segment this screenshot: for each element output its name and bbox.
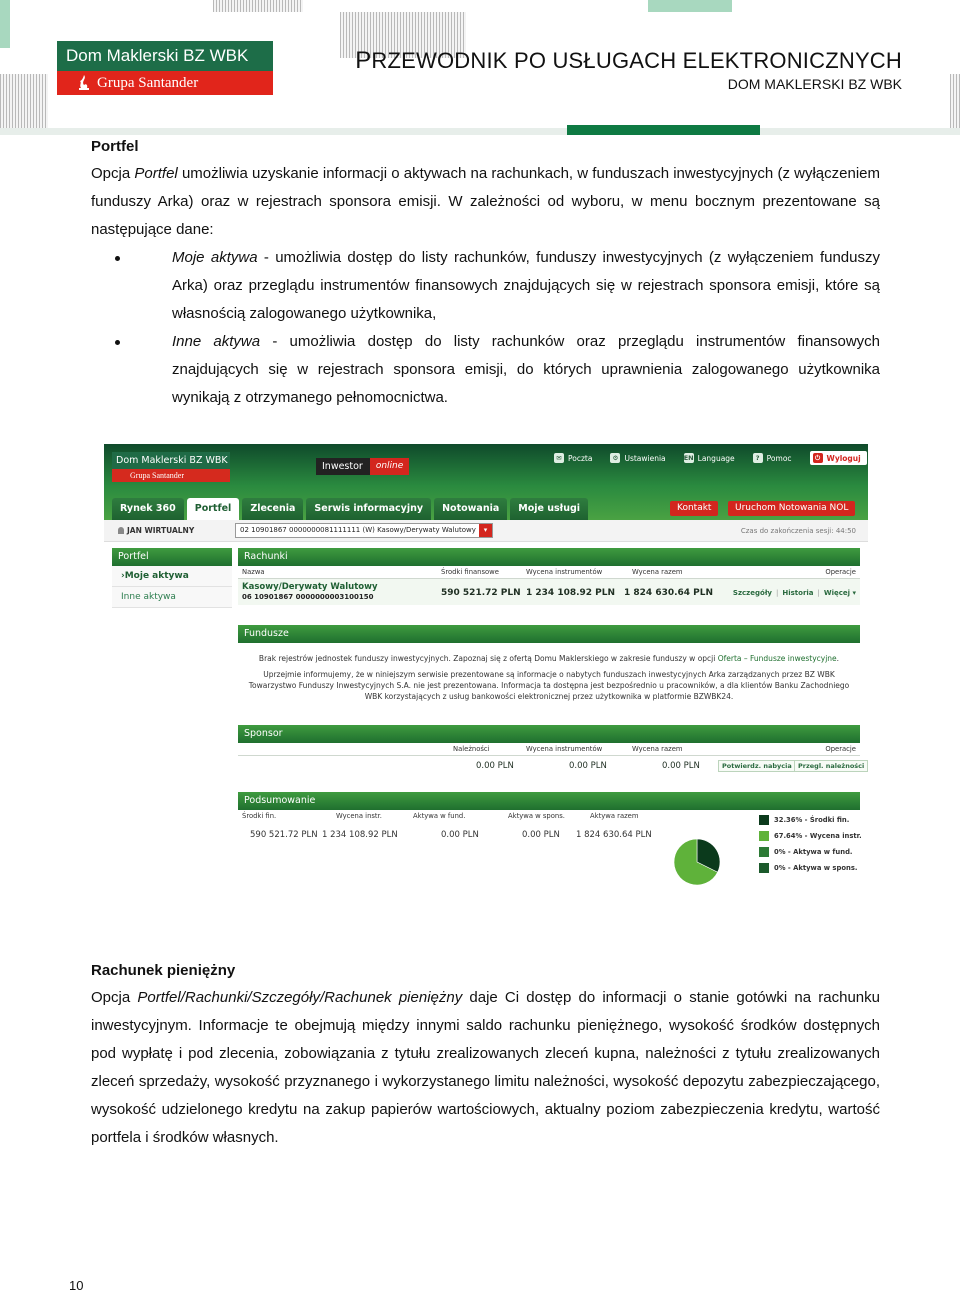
toplink-label: Language [697, 453, 735, 463]
chevron-right-icon: › [121, 571, 125, 581]
details-link[interactable]: Szczegóły [732, 589, 772, 597]
logo-name: Dom Maklerski BZ WBK [57, 41, 273, 71]
purchase-confirmation-button[interactable]: Potwierdz. nabycia [718, 760, 796, 772]
tab-serwis-informacyjny[interactable]: Serwis informacyjny [306, 498, 431, 520]
language-icon: EN [683, 454, 694, 462]
header-decor-stripe [213, 0, 303, 12]
list-item [91, 244, 880, 328]
portfel-options-list [91, 244, 880, 412]
section-title-rachunek: Rachunek pieniężny [91, 962, 236, 979]
column-header: Aktywa w fund. [413, 812, 466, 820]
intro-term: Portfel [134, 165, 178, 182]
legend-item [759, 812, 862, 828]
help-icon: ? [753, 453, 763, 463]
account-number: 06 10901867 0000000003100150 [242, 593, 374, 601]
description-text: daje Ci dostęp do informacji o stanie gotówki na rachunku inwestycyjnym. Informacje te obejmują między innymi saldo rachunku pieniężnego, wysokość środków dostępnych pod wypłatę i pod zlecenia, zobowiązania z tytułu zrealizowanych zleceń kupna, należności z tytułu zrealizowanych zleceń sprzedaży, wysokość przyznanego i wykorzystanego limitu należności, wysokość depozytu zabezpieczającego, wysokość udzielonego kredytu na zakup papierów wartościowych, aktualny poziom zabezpieczenia kredytu, wartość portfela i środków własnych. [91, 989, 880, 1146]
history-link[interactable]: Historia [782, 589, 814, 597]
guide-subtitle: DOM MAKLERSKI BZ WBK [727, 76, 902, 92]
instruments-value: 0.00 PLN [569, 761, 607, 771]
account-name[interactable]: Kasowy/Derywaty Walutowy [242, 582, 378, 592]
intro-text: Opcja [91, 165, 135, 182]
side-item-inne-aktywa[interactable]: Inne aktywa [112, 587, 232, 608]
header-decor-stripe [0, 74, 48, 128]
column-header: Wycena instrumentów [526, 745, 603, 753]
logout-button[interactable] [810, 451, 867, 465]
investor-online-brand [316, 458, 409, 475]
panel-title: Sponsor [238, 725, 860, 743]
bullet-term: Moje aktywa [172, 249, 258, 266]
fundusze-info [246, 653, 852, 664]
intro-text: umożliwia uzyskanie informacji o aktywach na rachunkach, w funduszach inwestycyjnych (z wyłączeniem funduszy Arka) oraz w rejestrach sponsora emisji. W zależności od wyboru, w menu bocznym prezentowane są następujące dane: [91, 165, 880, 238]
legend-label: 67.64% - Wycena instr. [774, 832, 862, 840]
user-icon [118, 527, 124, 534]
bullet-term: Inne aktywa [172, 333, 261, 350]
fundusze-panel [238, 625, 860, 719]
table-row [238, 579, 860, 605]
rachunki-columns [238, 566, 860, 579]
user-name [118, 526, 194, 535]
tab-zlecenia[interactable]: Zlecenia [242, 498, 303, 520]
legend-item [759, 828, 862, 844]
fundusze-message [238, 643, 860, 708]
panel-title: Podsumowanie [238, 792, 860, 810]
column-header: Środki finansowe [441, 568, 499, 576]
column-header: Operacje [825, 568, 856, 576]
total-value: 0.00 PLN [662, 761, 700, 771]
funds-offer-link[interactable]: Oferta – Fundusze inwestycyjne [717, 654, 837, 663]
title-initial: P [355, 47, 372, 74]
info-text: . [836, 654, 840, 663]
rachunki-panel [238, 548, 860, 610]
bullet-text: - umożliwia dostęp do listy rachunków oraz przeglądu instrumentów finansowych znajdujących się w rejestrach sponsora emisji, do których uprawnienia zalogowanego użytkownika wynikają z otrzymanego pełnomocnictwa. [172, 333, 881, 406]
header-decor-stripe [950, 74, 960, 128]
summary-sponsor: 0.00 PLN [522, 830, 560, 840]
user-name-text: JAN WIRTUALNY [127, 526, 195, 535]
summary-funds: 0.00 PLN [441, 830, 479, 840]
menu-path: Portfel/Rachunki/Szczegóły/Rachunek pieniężny [137, 989, 463, 1006]
toplink-label: Poczta [568, 453, 593, 463]
tab-rynek-360[interactable]: Rynek 360 [112, 498, 184, 520]
app-logo [112, 452, 230, 482]
side-item-moje-aktywa[interactable] [112, 566, 232, 587]
legend-item [759, 844, 862, 860]
sponsor-panel [238, 725, 865, 777]
brand-online: online [370, 458, 409, 475]
app-top-links [554, 451, 867, 465]
toplink-label: Ustawienia [624, 453, 666, 463]
logout-icon: ⏻ [813, 453, 823, 463]
portfel-intro [91, 160, 880, 244]
account-select[interactable] [235, 523, 493, 538]
column-header: Nazwa [242, 568, 265, 576]
summary-cash: 590 521.72 PLN [250, 830, 318, 840]
more-dropdown[interactable]: Więcej ▾ [823, 589, 856, 597]
legend-swatch [759, 831, 769, 841]
legend-swatch [759, 815, 769, 825]
portfel-screenshot [104, 444, 868, 910]
chevron-down-icon: ▾ [479, 524, 492, 537]
app-header [104, 444, 868, 520]
section-title-portfel: Portfel [91, 138, 139, 155]
legend-label: 0% - Aktywa w spons. [774, 864, 858, 872]
total-value: 1 824 630.64 PLN [624, 588, 714, 598]
bullet-icon [115, 340, 120, 345]
info-text: Brak rejestrów jednostek funduszy inwestycyjnych. Zapoznaj się z ofertą Domu Maklerskiego w zakresie funduszy w opcji [258, 654, 718, 663]
panel-title: Fundusze [238, 625, 860, 643]
cash-value: 590 521.72 PLN [441, 588, 521, 598]
logo-group [57, 71, 273, 95]
column-header: Operacje [825, 745, 856, 753]
table-row [238, 756, 865, 774]
column-header: Wycena razem [632, 568, 683, 576]
bullet-icon [115, 256, 120, 261]
receivables-review-button[interactable]: Przegl. należności [794, 760, 868, 772]
bullet-text: - umożliwia dostęp do listy rachunków, funduszy inwestycyjnych (z wyłączeniem funduszy Arka) oraz przeglądu instrumentów finansowych znajdujących się w rejestrach sponsora emisji, które są własnością zalogowanego użytkownika, [172, 249, 880, 322]
toplink-poczta[interactable] [554, 453, 592, 463]
sponsor-columns [238, 743, 860, 756]
toplink-label: Pomoc [766, 453, 792, 463]
toplink-pomoc[interactable] [753, 453, 792, 463]
divider: | [776, 589, 779, 597]
row-operations [733, 589, 856, 597]
column-header: Wycena instrumentów [526, 568, 603, 576]
logo-group-text: Grupa Santander [97, 75, 199, 91]
legend-swatch [759, 847, 769, 857]
session-timer: Czas do zakończenia sesji: 44:50 [740, 527, 856, 535]
side-menu-title: Portfel [112, 548, 232, 566]
toplink-ustawienia[interactable] [610, 453, 665, 463]
pie-legend [759, 812, 862, 876]
panel-title: Rachunki [238, 548, 860, 566]
legend-swatch [759, 863, 769, 873]
side-item-label: Moje aktywa [124, 571, 189, 581]
column-header: Wycena razem [632, 745, 683, 753]
receivables-value: 0.00 PLN [476, 761, 514, 771]
main-tabs [112, 498, 588, 520]
fundusze-note: Uprzejmie informujemy, że w niniejszym serwisie prezentowane są informacje o nabytych funduszach inwestycyjnych Arka zarządzanych przez BZ WBK Towarzystwo Funduszy Inwestycyjnych S.A. nie jest prezentowana. Informacja ta dostępna jest bezpośrednio u pracowników, a dla klientów Banku Zachodniego WBK korzystających z usług bankowości elektronicznej przez użytkownika w platformie BZWBK24. [248, 670, 850, 701]
user-bar [104, 520, 868, 542]
toplink-label: Wyloguj [826, 453, 861, 463]
column-header: Należności [453, 745, 490, 753]
toplink-language[interactable] [684, 453, 735, 463]
account-select-value: 02 10901867 0000000081111111 (W) Kasowy/Derywaty Walutowy [240, 526, 476, 534]
summary-total: 1 824 630.64 PLN [576, 830, 652, 840]
header-band [0, 128, 960, 135]
app-logo-name: Dom Maklerski BZ WBK [112, 452, 230, 469]
side-menu [112, 548, 232, 608]
header-green-tab [567, 125, 760, 135]
guide-title [355, 47, 902, 75]
tab-portfel[interactable]: Portfel [187, 498, 240, 520]
header-decor-bar [648, 0, 732, 12]
divider: | [817, 589, 820, 597]
list-item [91, 328, 880, 412]
tab-moje-uslugi[interactable]: Moje usługi [510, 498, 588, 520]
instruments-value: 1 234 108.92 PLN [526, 588, 616, 598]
flame-icon [77, 75, 91, 91]
tab-notowania[interactable]: Notowania [434, 498, 507, 520]
column-header: Aktywa w spons. [508, 812, 565, 820]
page-header [0, 0, 960, 135]
mail-icon: ✉ [554, 453, 564, 463]
column-header: Aktywa razem [590, 812, 639, 820]
launch-nol-button[interactable]: Uruchom Notowania NOL [728, 501, 855, 516]
rachunek-description [91, 984, 880, 1152]
company-logo [57, 41, 273, 95]
description-text: Opcja [91, 989, 138, 1006]
column-header: Środki fin. [242, 812, 277, 820]
legend-label: 0% - Aktywa w fund. [774, 848, 853, 856]
podsumowanie-panel [238, 792, 860, 906]
header-decor-bar [0, 0, 10, 48]
contact-button[interactable]: Kontakt [670, 501, 718, 516]
page-number: 10 [69, 1278, 84, 1291]
brand-investor: Inwestor [316, 458, 370, 475]
summary-instruments: 1 234 108.92 PLN [322, 830, 398, 840]
app-logo-group: Grupa Santander [112, 469, 230, 482]
settings-icon: ⚙ [610, 453, 620, 463]
legend-label: 32.36% - Środki fin. [774, 816, 850, 824]
title-rest: RZEWODNIK PO USŁUGACH ELEKTRONICZNYCH [371, 48, 902, 73]
legend-item [759, 860, 862, 876]
allocation-pie-chart [672, 830, 722, 894]
column-header: Wycena instr. [336, 812, 382, 820]
